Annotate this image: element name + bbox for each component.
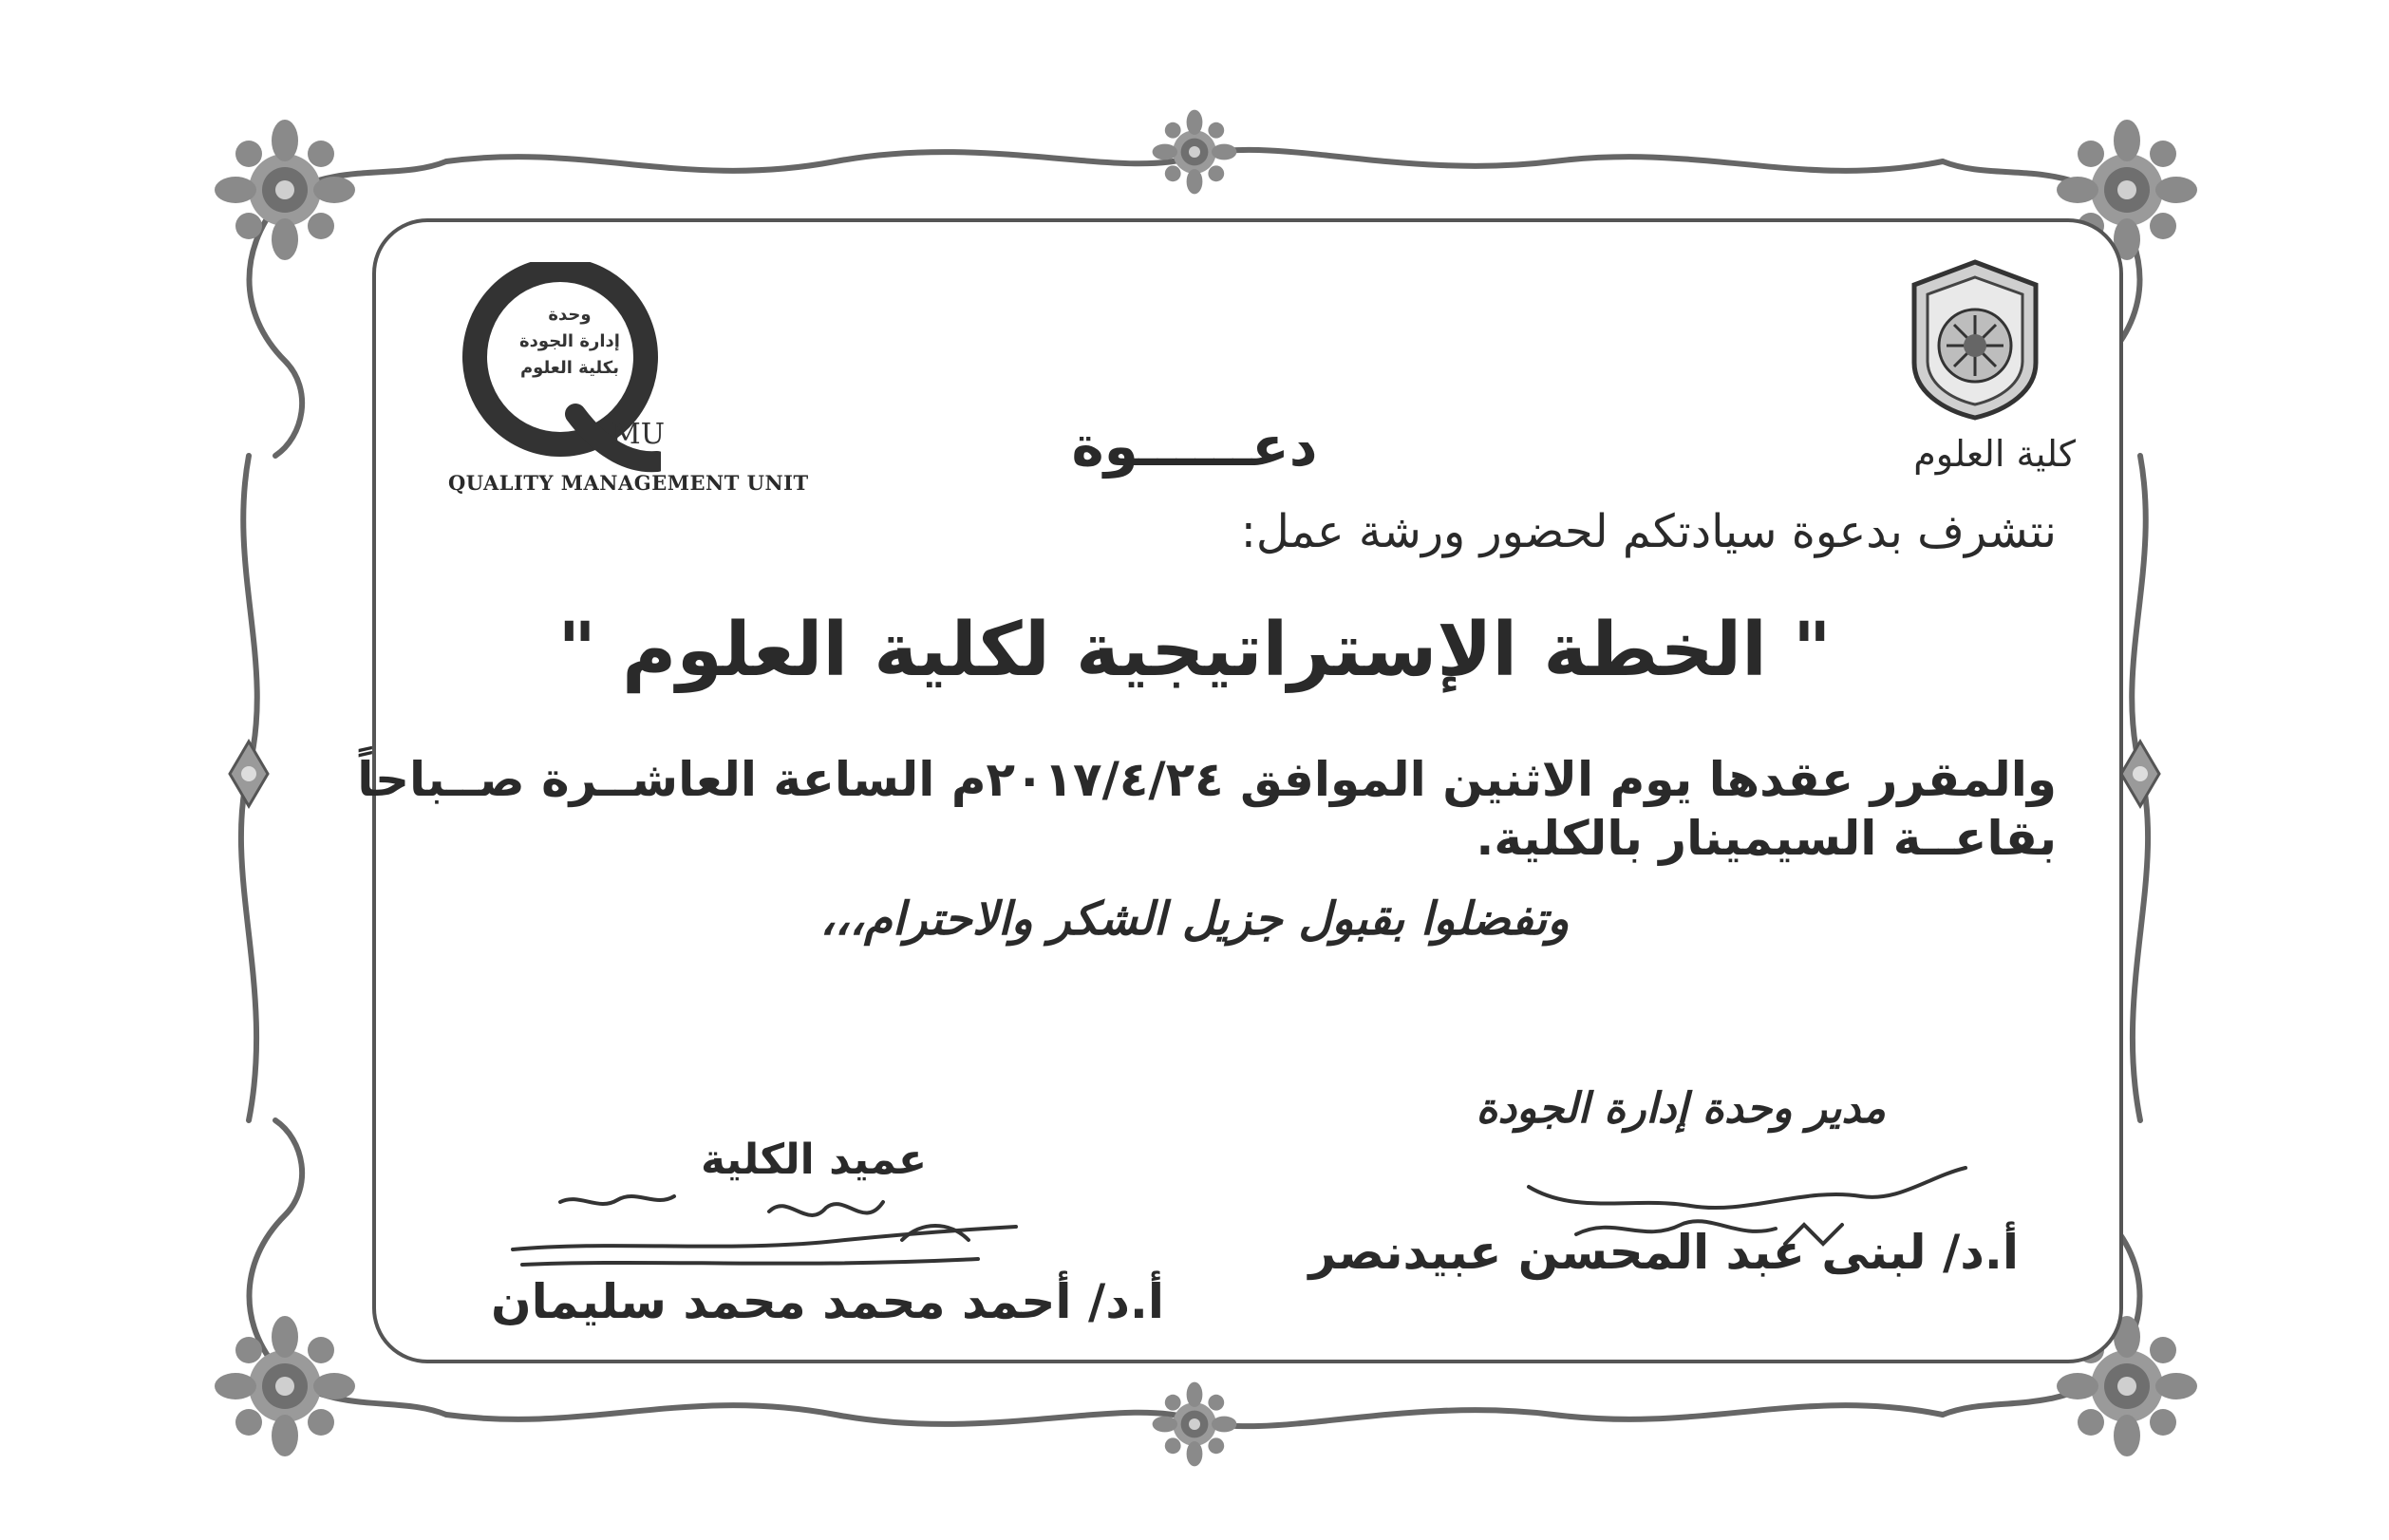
qmu-logo-caption: QUALITY MANAGEMENT UNIT xyxy=(448,471,809,495)
qmu-logo-arabic-text xyxy=(513,302,627,382)
college-name: كلية العلوم xyxy=(1913,433,2076,475)
workshop-headline: " الخطة الإستراتيجية لكلية العلوم " xyxy=(557,608,1832,693)
faculty-of-science-seal-icon xyxy=(1909,258,2041,422)
qmu-arabic-line: بكلية العلوم xyxy=(519,358,620,378)
closing-thanks: وتفضلوا بقبول جزيل الشكر والاحترام،،، xyxy=(819,892,1570,946)
qmu-arabic-line: وحدة xyxy=(548,305,592,325)
qmu-logo-letters: MU xyxy=(611,418,666,451)
dean-name: أ.د/ أحمد محمد محمد سليمان xyxy=(490,1274,1164,1329)
quality-director-name: أ.د/ لبنى عبد المحسن عبيدنصر xyxy=(1308,1225,2019,1280)
workshop-details: والمقرر عقدها يوم الاثنين الموافق ٢٠١٧/٤/٢٤م الساعة العاشــرة صــباحاً بقاعــة السيمينار بالكلية. xyxy=(357,752,2057,866)
quality-director-title: مدير وحدة إدارة الجودة xyxy=(1476,1084,1886,1133)
invitation-title: دعــــــوة xyxy=(1071,414,1318,479)
invitation-intro: نتشرف بدعوة سيادتكم لحضور ورشة عمل: xyxy=(1240,505,2057,558)
dean-title: عميد الكلية xyxy=(700,1136,927,1184)
qmu-arabic-line: إدارة الجودة xyxy=(519,331,620,351)
